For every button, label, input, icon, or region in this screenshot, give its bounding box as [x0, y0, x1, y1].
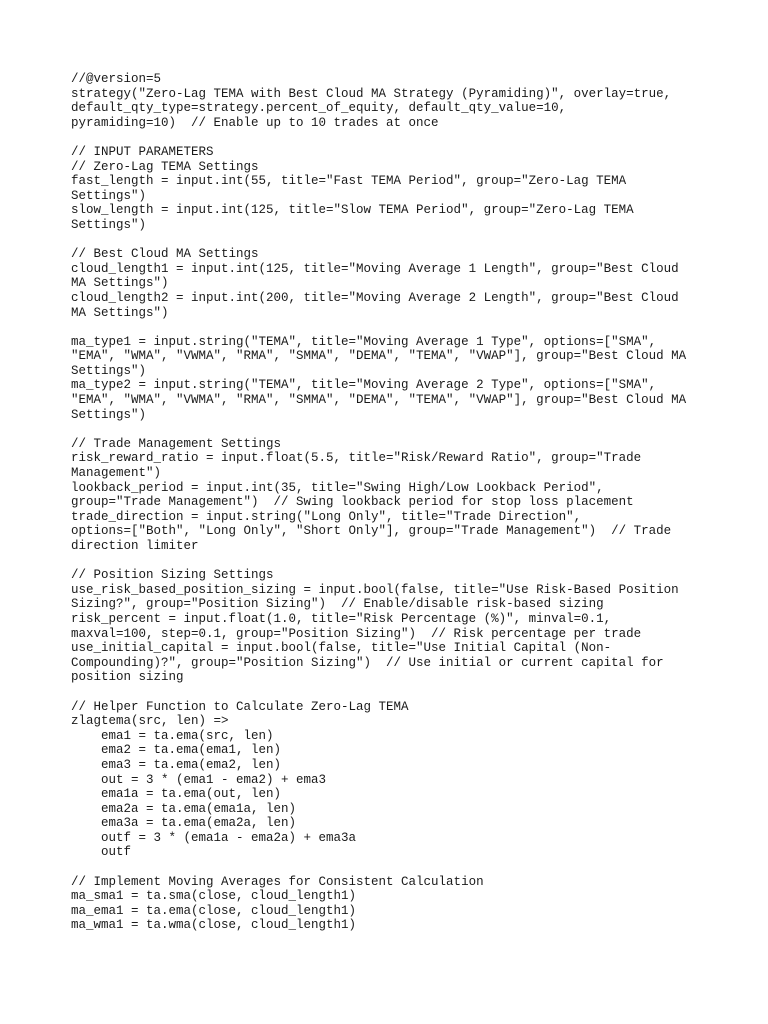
code-line: risk_reward_ratio = input.float(5.5, title="Risk/Reward Ratio", group="Trade	[71, 451, 642, 466]
code-line: cloud_length2 = input.int(200, title="Moving Average 2 Length", group="Best Cloud	[71, 290, 679, 305]
code-line: // INPUT PARAMETERS	[71, 144, 214, 159]
code-line: risk_percent = input.float(1.0, title="Risk Percentage (%)", minval=0.1,	[71, 611, 612, 626]
code-line: Sizing?", group="Position Sizing") // Enable/disable risk-based sizing	[71, 597, 604, 612]
code-line: ma_wma1 = ta.wma(close, cloud_length1)	[71, 918, 357, 933]
code-line: ema2a = ta.ema(ema1a, len)	[71, 801, 297, 816]
code-line: trade_direction = input.string("Long Only", title="Trade Direction",	[71, 509, 582, 524]
code-line: // Implement Moving Averages for Consistent Calculation	[71, 874, 484, 889]
code-line: use_risk_based_position_sizing = input.bool(false, title="Use Risk-Based Position	[71, 582, 679, 597]
code-line	[71, 685, 731, 700]
code-line: //@version=5	[71, 72, 162, 86]
code-line: lookback_period = input.int(35, title="Swing High/Low Lookback Period",	[71, 480, 604, 495]
code-line: ma_ema1 = ta.ema(close, cloud_length1)	[71, 903, 357, 918]
code-line: ema1a = ta.ema(out, len)	[71, 787, 282, 802]
code-line: MA Settings")	[71, 276, 169, 291]
code-line: MA Settings")	[71, 305, 169, 320]
code-line: group="Trade Management") // Swing lookback period for stop loss placement	[71, 495, 634, 510]
code-line: // Helper Function to Calculate Zero-Lag TEMA	[71, 699, 409, 714]
code-line	[71, 233, 731, 248]
code-line: default_qty_type=strategy.percent_of_equity, default_qty_value=10,	[71, 101, 567, 116]
code-line: // Zero-Lag TEMA Settings	[71, 159, 259, 174]
code-line: // Trade Management Settings	[71, 436, 282, 451]
code-line: outf	[71, 845, 132, 860]
code-line	[71, 130, 731, 145]
code-line: ma_type1 = input.string("TEMA", title="Moving Average 1 Type", options=["SMA",	[71, 334, 657, 349]
code-line	[71, 860, 731, 875]
code-line: // Position Sizing Settings	[71, 568, 274, 583]
code-line: out = 3 * (ema1 - ema2) + ema3	[71, 772, 327, 787]
code-line: ema3 = ta.ema(ema2, len)	[71, 757, 282, 772]
code-line: pyramiding=10) // Enable up to 10 trades at once	[71, 115, 439, 130]
code-line: use_initial_capital = input.bool(false, title="Use Initial Capital (Non-	[71, 641, 612, 656]
code-line: direction limiter	[71, 539, 199, 553]
code-line: position sizing	[71, 670, 184, 685]
code-line: outf = 3 * (ema1a - ema2a) + ema3a	[71, 830, 357, 845]
code-line	[71, 422, 731, 437]
code-line: Settings")	[71, 188, 147, 203]
code-line: ema3a = ta.ema(ema2a, len)	[71, 816, 297, 831]
code-line: Compounding)?", group="Position Sizing") // Use initial or current capital for	[71, 655, 664, 670]
code-line: zlagtema(src, len) =>	[71, 714, 229, 729]
code-line: ema2 = ta.ema(ema1, len)	[71, 743, 282, 758]
code-line: Settings")	[71, 407, 147, 422]
code-line: ema1 = ta.ema(src, len)	[71, 728, 274, 743]
code-line	[71, 320, 731, 335]
code-line: Management")	[71, 466, 162, 481]
code-line	[71, 554, 731, 569]
code-line: "EMA", "WMA", "VWMA", "RMA", "SMMA", "DEMA", "TEMA", "VWAP"], group="Best Cloud MA	[71, 393, 687, 408]
code-line: cloud_length1 = input.int(125, title="Moving Average 1 Length", group="Best Cloud	[71, 261, 679, 276]
code-line: "EMA", "WMA", "VWMA", "RMA", "SMMA", "DEMA", "TEMA", "VWAP"], group="Best Cloud MA	[71, 349, 687, 364]
code-line: strategy("Zero-Lag TEMA with Best Cloud MA Strategy (Pyramiding)", overlay=true,	[71, 86, 672, 101]
code-line: slow_length = input.int(125, title="Slow TEMA Period", group="Zero-Lag TEMA	[71, 203, 634, 218]
code-line: options=["Both", "Long Only", "Short Only"], group="Trade Management") // Trade	[71, 524, 672, 539]
code-line: ma_sma1 = ta.sma(close, cloud_length1)	[71, 889, 357, 904]
code-line: maxval=100, step=0.1, group="Position Sizing") // Risk percentage per trade	[71, 626, 642, 641]
code-line: fast_length = input.int(55, title="Fast TEMA Period", group="Zero-Lag TEMA	[71, 174, 627, 189]
code-line: Settings")	[71, 217, 147, 232]
code-line: // Best Cloud MA Settings	[71, 247, 259, 262]
code-block	[71, 72, 731, 933]
code-line: Settings")	[71, 363, 147, 378]
code-line: ma_type2 = input.string("TEMA", title="Moving Average 2 Type", options=["SMA",	[71, 378, 657, 393]
